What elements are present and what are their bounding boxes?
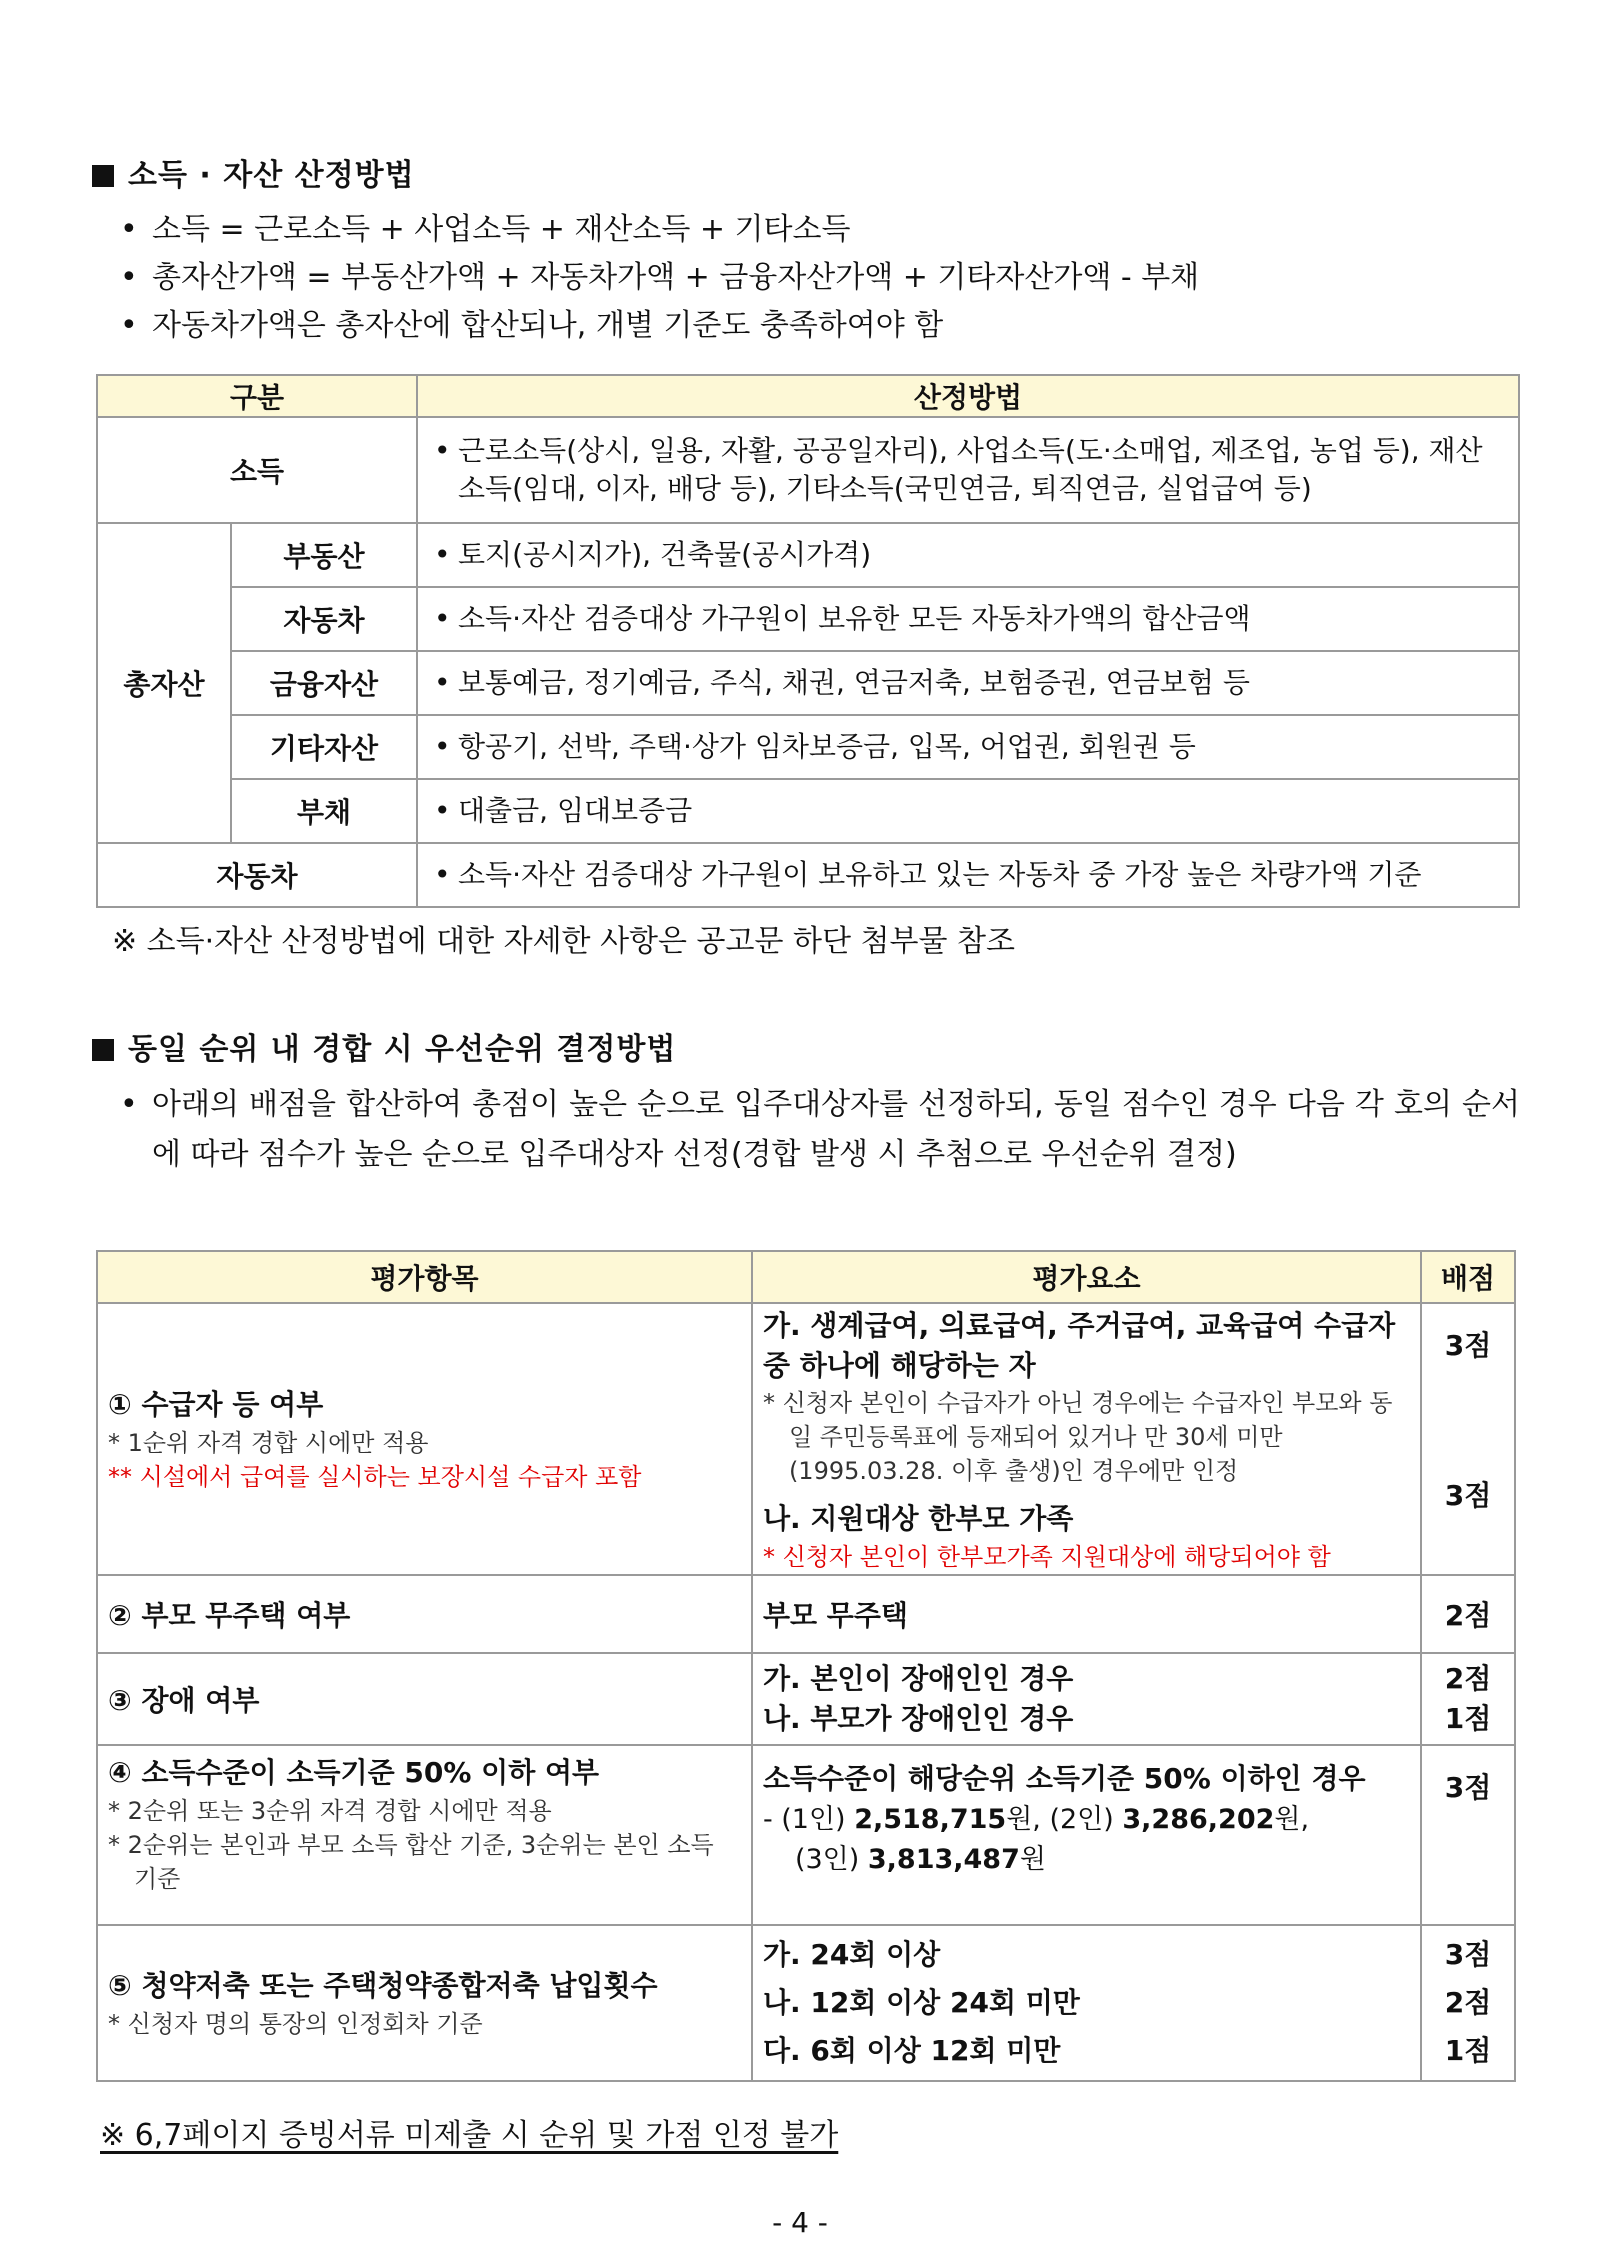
bullet-item: • 자동차가액은 총자산에 합산되나, 개별 기준도 충족하여야 함 [120,302,1199,350]
eval-item-disability: ③ 장애 여부 [97,1653,752,1745]
row-text-financial: • 보통예금, 정기예금, 주식, 채권, 연금저축, 보험증권, 연금보험 등 [417,651,1519,715]
priority-score-table [96,1250,1516,2082]
score-income-level: 3점 [1421,1745,1515,1925]
row-label-total-assets: 총자산 [97,523,231,843]
eval-item-recipient: ① 수급자 등 여부 * 1순위 자격 경합 시에만 적용 ** 시설에서 급여를 실시하는 보장시설 수급자 포함 [97,1303,752,1575]
row-text-car: • 소득·자산 검증대상 가구원이 보유한 모든 자동차가액의 합산금액 [417,587,1519,651]
row-label-vehicle: 자동차 [97,843,417,907]
row-text-other-assets: • 항공기, 선박, 주택·상가 임차보증금, 입목, 어업권, 회원권 등 [417,715,1519,779]
row-text-debt: • 대출금, 임대보증금 [417,779,1519,843]
score-parent-homeless: 2점 [1421,1575,1515,1653]
tiebreak-bullets [120,1080,1520,1180]
row-label-realestate: 부동산 [231,523,417,587]
section-title-income-assets: 소득 · 자산 산정방법 [92,150,415,194]
bullet-item: • 아래의 배점을 합산하여 총점이 높은 순으로 입주대상자를 선정하되, 동일 점수인 경우 다음 각 호의 순서에 따라 점수가 높은 순으로 입주대상자 선정(경합 발생 시 추첨으로 우선순위 결정) [120,1080,1520,1180]
eval-element-income-level: 소득수준이 해당순위 소득기준 50% 이하인 경우 - (1인) 2,518,715원, (2인) 3,286,202원, (3인) 3,813,487원 [752,1745,1421,1925]
square-bullet-icon [92,165,114,187]
section-title-tiebreak: 동일 순위 내 경합 시 우선순위 결정방법 [92,1024,676,1068]
square-bullet-icon [92,1039,114,1061]
row-label-other-assets: 기타자산 [231,715,417,779]
row-text-vehicle: • 소득·자산 검증대상 가구원이 보유하고 있는 자동차 중 가장 높은 차량가액 기준 [417,843,1519,907]
income-assets-table [96,374,1520,908]
eval-element-parent-homeless: 부모 무주택 [752,1575,1421,1653]
row-text-realestate: • 토지(공시지가), 건축물(공시가격) [417,523,1519,587]
eval-element-disability: 가. 본인이 장애인인 경우 나. 부모가 장애인인 경우 [752,1653,1421,1745]
row-label-income: 소득 [97,417,417,523]
row-label-debt: 부채 [231,779,417,843]
row-label-financial: 금융자산 [231,651,417,715]
bullet-item: • 소득 = 근로소득 + 사업소득 + 재산소득 + 기타소득 [120,206,1199,254]
page-number: - 4 - [772,2206,828,2239]
income-bullets [120,206,1199,350]
bullet-item: • 총자산가액 = 부동산가액 + 자동차가액 + 금융자산가액 + 기타자산가액 - 부채 [120,254,1199,302]
row-text-income: • 근로소득(상시, 일용, 자활, 공공일자리), 사업소득(도·소매업, 제조업, 농업 등), 재산소득(임대, 이자, 배당 등), 기타소득(국민연금, 퇴직연금, 실업급여 등) [417,417,1519,523]
eval-element-recipient: 가. 생계급여, 의료급여, 주거급여, 교육급여 수급자 중 하나에 해당하는 자 * 신청자 본인이 수급자가 아닌 경우에는 수급자인 부모와 동일 주민등록표에 등재되어 있거나 만 30세 미만(1995.03.28. 이후 출생)인 경우에만 인정 나. 지원대상 한부모 가족 * 신청자 본인이 한부모가족 지원대상에 해당되어야 함 [752,1303,1421,1575]
header-score: 배점 [1421,1251,1515,1303]
score-recipient: 3점 3점 [1421,1303,1515,1575]
evidence-note: ※ 6,7페이지 증빙서류 미제출 시 순위 및 가점 인정 불가 [100,2118,839,2153]
score-savings: 3점 2점 1점 [1421,1925,1515,2081]
income-note: ※ 소득·자산 산정방법에 대한 자세한 사항은 공고문 하단 첨부물 참조 [112,924,1015,959]
eval-item-savings: ⑤ 청약저축 또는 주택청약종합저축 납입횟수 * 신청자 명의 통장의 인정회차 기준 [97,1925,752,2081]
eval-item-parent-homeless: ② 부모 무주택 여부 [97,1575,752,1653]
header-eval-item: 평가항목 [97,1251,752,1303]
header-category: 구분 [97,375,417,417]
header-method: 산정방법 [417,375,1519,417]
row-label-car: 자동차 [231,587,417,651]
score-disability: 2점 1점 [1421,1653,1515,1745]
header-eval-element: 평가요소 [752,1251,1421,1303]
eval-item-income-level: ④ 소득수준이 소득기준 50% 이하 여부 * 2순위 또는 3순위 자격 경합 시에만 적용 * 2순위는 본인과 부모 소득 합산 기준, 3순위는 본인 소득 기준 [97,1745,752,1925]
eval-element-savings: 가. 24회 이상 나. 12회 이상 24회 미만 다. 6회 이상 12회 미만 [752,1925,1421,2081]
